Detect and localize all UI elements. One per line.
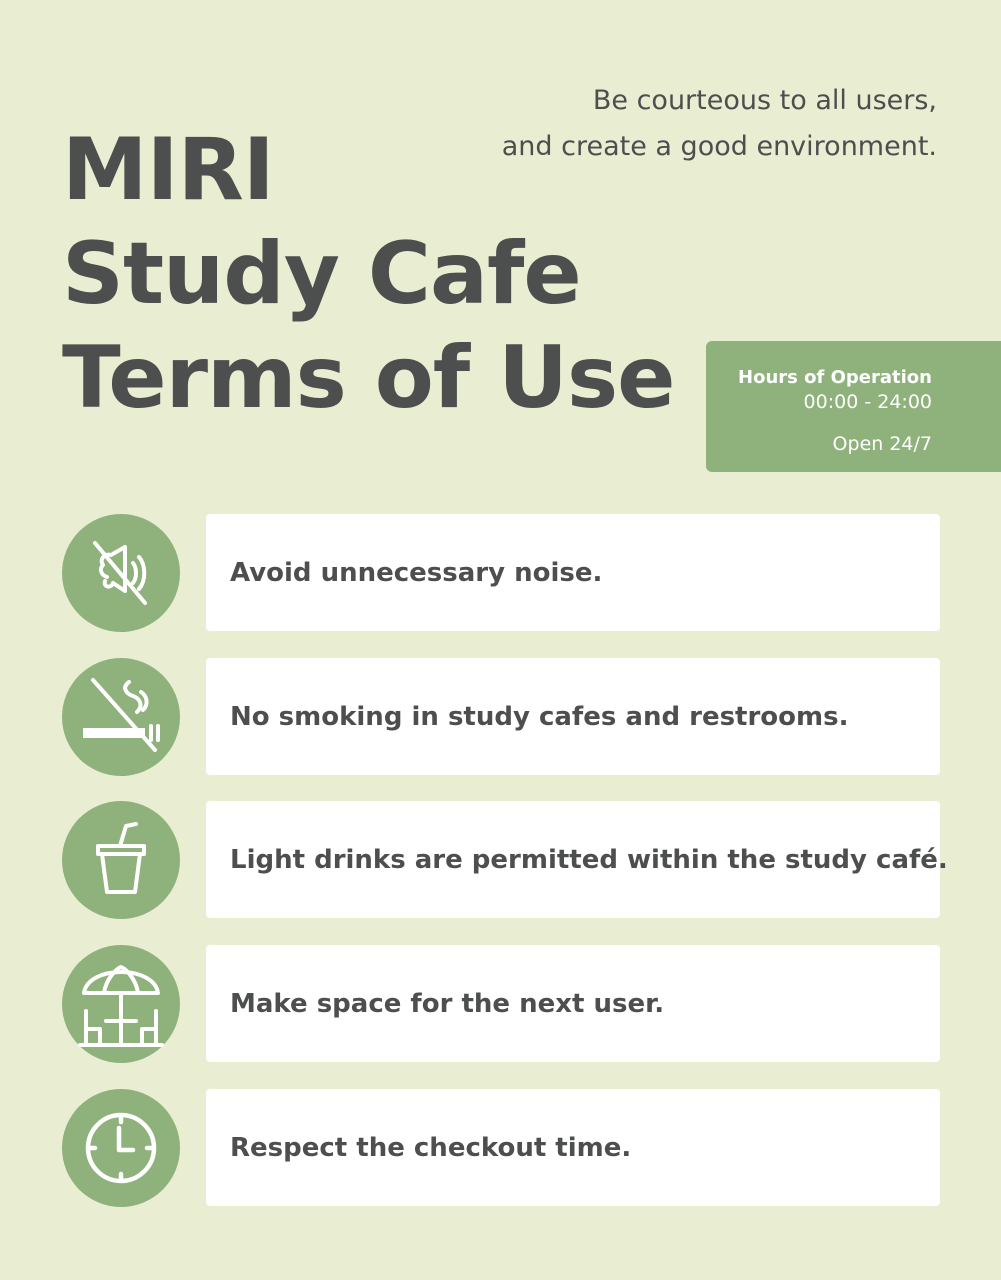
rule-card xyxy=(206,658,940,775)
rule-text: Respect the checkout time. xyxy=(230,1132,632,1163)
clock-icon xyxy=(81,1108,161,1188)
hours-of-operation-box xyxy=(706,341,1001,472)
rule-icon-circle xyxy=(62,658,180,776)
rule-card xyxy=(206,945,940,1062)
tagline-line-2: and create a good environment. xyxy=(501,131,937,162)
tagline-line-1: Be courteous to all users, xyxy=(592,85,937,116)
rule-item xyxy=(0,658,1001,775)
cafe-table-umbrella-icon xyxy=(76,959,166,1049)
no-smoking-icon xyxy=(71,672,171,762)
title-line-2: Study Cafe xyxy=(62,224,581,324)
no-noise-icon xyxy=(81,533,161,613)
title-line-1: MIRI xyxy=(62,120,274,220)
rule-icon-circle xyxy=(62,801,180,919)
rule-text: Avoid unnecessary noise. xyxy=(230,557,603,588)
hours-note: Open 24/7 xyxy=(832,433,932,455)
title-line-3: Terms of Use xyxy=(62,328,675,428)
rule-item xyxy=(0,1089,1001,1206)
rule-icon-circle xyxy=(62,514,180,632)
rule-text: Make space for the next user. xyxy=(230,988,665,1019)
rule-item xyxy=(0,801,1001,918)
rule-card xyxy=(206,801,948,918)
rule-icon-circle xyxy=(62,945,180,1063)
rule-text: No smoking in study cafes and restrooms. xyxy=(230,701,849,732)
rule-item xyxy=(0,945,1001,1062)
hours-time: 00:00 - 24:00 xyxy=(803,391,932,413)
rule-text: Light drinks are permitted within the study café. xyxy=(230,844,948,875)
rule-card xyxy=(206,1089,940,1206)
drink-cup-icon xyxy=(86,820,156,900)
rule-card xyxy=(206,514,940,631)
page-title xyxy=(62,118,675,430)
rule-icon-circle xyxy=(62,1089,180,1207)
rule-item xyxy=(0,514,1001,631)
hours-label: Hours of Operation xyxy=(738,367,932,388)
